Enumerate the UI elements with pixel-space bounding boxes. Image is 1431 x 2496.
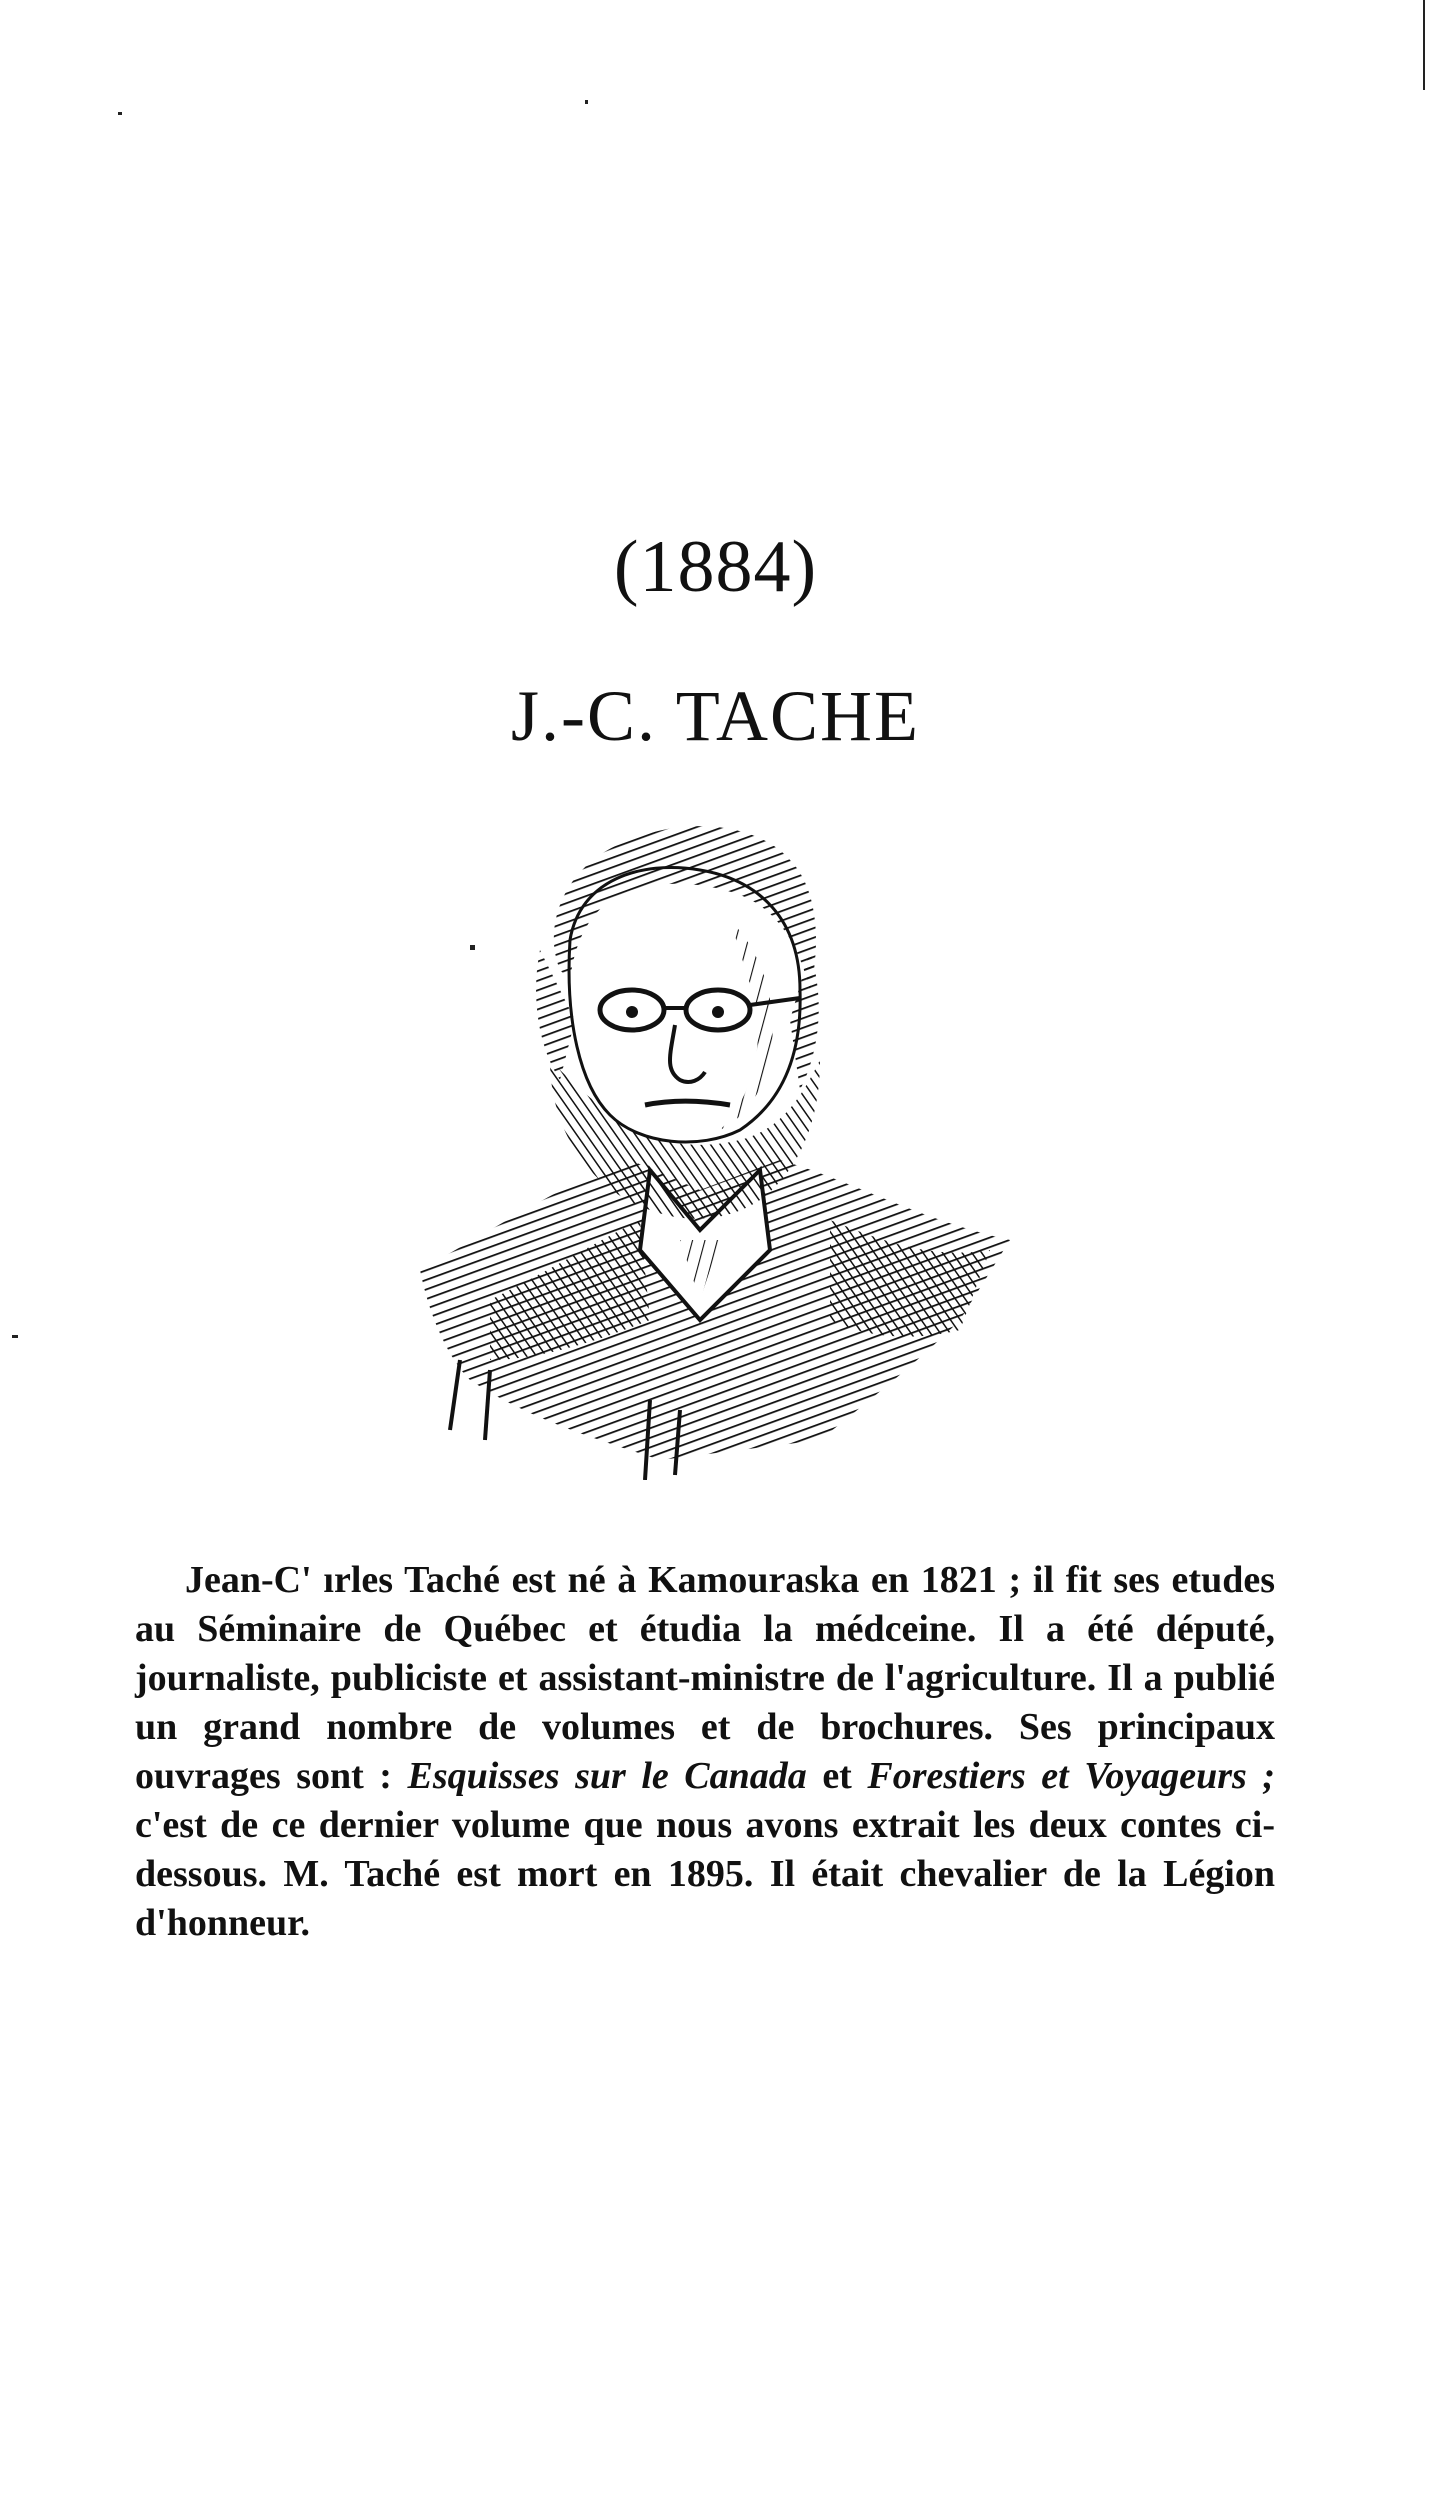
author-biography: [135, 1556, 1275, 1948]
bio-text-part1: Jean-C' ırles Taché est né à Kamouraska en 1821 ; il fit ses etudes au Séminaire de Québec et étudia la médceine. Il a été député, journaliste, publiciste et assistant-ministre de l'agriculture. Il a publié un grand nombre de volumes et de brochures. Ses principaux ouvrages sont :: [135, 1559, 1275, 1797]
publication-year: (1884): [613, 526, 818, 608]
engraved-portrait-icon: [400, 800, 1020, 1480]
author-name: J.-C. TACHE: [511, 676, 920, 756]
bio-text-part3: c'est de ce dernier volume que nous avons extrait les deux contes ci-dessous. M. Taché est mort en 1895. Il était chevalier de la Légion d'honneur.: [135, 1804, 1275, 1944]
work-title-forestiers: Forestiers et Voyageurs ;: [867, 1755, 1276, 1797]
page-edge-mark: [1423, 0, 1431, 90]
work-title-esquisses: Esquisses sur le Canada: [407, 1755, 807, 1797]
bio-text-part2: et: [806, 1755, 868, 1797]
